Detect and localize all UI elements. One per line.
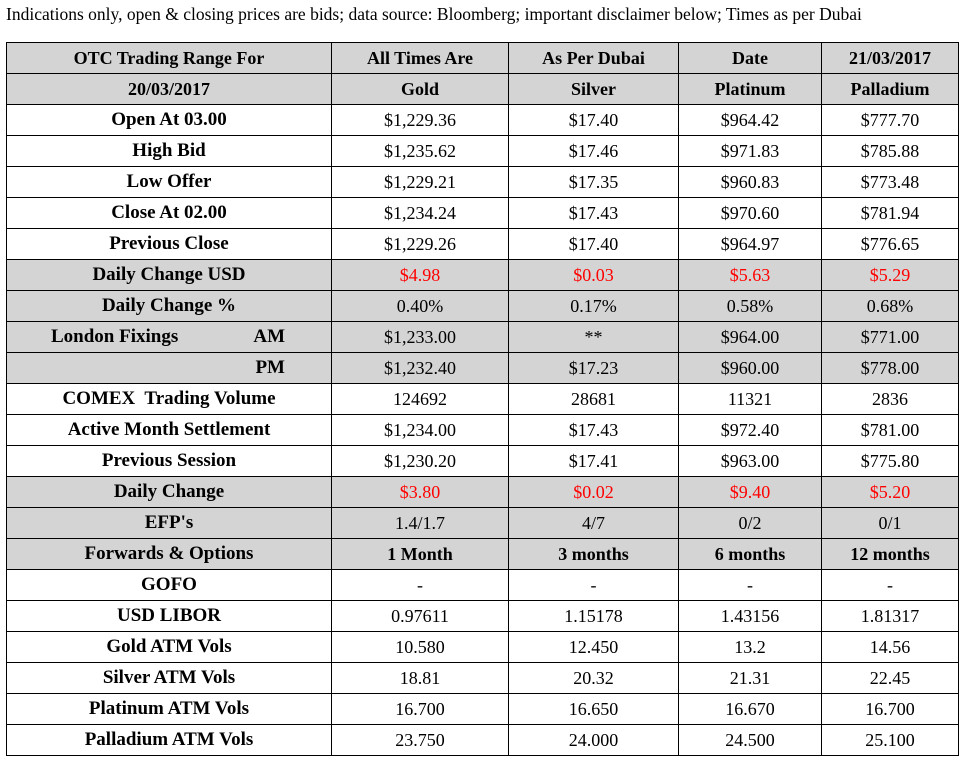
table-cell: 23.750: [332, 725, 509, 756]
table-row: [7, 415, 959, 446]
london-fixings-pm-row: [7, 353, 959, 384]
disclaimer-text: Indications only, open & closing prices are bids; data source: Bloomberg; important disclaimer below; Times as per Dubai: [6, 4, 862, 24]
header-row-2: [7, 74, 959, 105]
table-cell: $17.43: [509, 198, 679, 229]
row-label: Active Month Settlement: [7, 415, 332, 446]
table-cell: $960.00: [679, 353, 822, 384]
table-cell: $0.03: [509, 260, 679, 291]
table-cell: 1.4/1.7: [332, 508, 509, 539]
table-cell: $3.80: [332, 477, 509, 508]
table-row: [7, 384, 959, 415]
row-label: [7, 353, 332, 384]
header-cell: 1 Month: [332, 539, 509, 570]
header-cell: 21/03/2017: [822, 43, 959, 74]
row-label: Platinum ATM Vols: [7, 694, 332, 725]
header-cell: As Per Dubai: [509, 43, 679, 74]
table-row: [7, 198, 959, 229]
header-cell: 3 months: [509, 539, 679, 570]
row-label: USD LIBOR: [7, 601, 332, 632]
table-cell: $17.23: [509, 353, 679, 384]
table-cell: -: [679, 570, 822, 601]
table-cell: $17.43: [509, 415, 679, 446]
row-label: Low Offer: [7, 167, 332, 198]
table-cell: 18.81: [332, 663, 509, 694]
table-cell: 12.450: [509, 632, 679, 663]
table-row: [7, 229, 959, 260]
table-cell: $964.00: [679, 322, 822, 353]
table-cell: $778.00: [822, 353, 959, 384]
table-row: [7, 725, 959, 756]
daily-change-usd-row: [7, 260, 959, 291]
table-cell: 10.580: [332, 632, 509, 663]
table-cell: 24.000: [509, 725, 679, 756]
table-row: [7, 632, 959, 663]
row-label: Silver ATM Vols: [7, 663, 332, 694]
table-row: [7, 694, 959, 725]
table-cell: 16.670: [679, 694, 822, 725]
header-cell: OTC Trading Range For: [7, 43, 332, 74]
daily-change-row: [7, 477, 959, 508]
table-cell: $1,229.26: [332, 229, 509, 260]
pm-label: PM: [255, 357, 285, 378]
header-cell: Date: [679, 43, 822, 74]
table-cell: $776.65: [822, 229, 959, 260]
table-cell: **: [509, 322, 679, 353]
table-cell: $1,234.00: [332, 415, 509, 446]
table-cell: 0/2: [679, 508, 822, 539]
table-cell: $972.40: [679, 415, 822, 446]
table-cell: 2836: [822, 384, 959, 415]
forwards-header-row: [7, 539, 959, 570]
table-row: [7, 105, 959, 136]
row-label: Previous Session: [7, 446, 332, 477]
table-cell: 14.56: [822, 632, 959, 663]
table-cell: 0.58%: [679, 291, 822, 322]
table-cell: $17.40: [509, 229, 679, 260]
table-cell: 16.700: [332, 694, 509, 725]
table-cell: $17.35: [509, 167, 679, 198]
header-cell: Platinum: [679, 74, 822, 105]
table-cell: 20.32: [509, 663, 679, 694]
table-cell: $5.63: [679, 260, 822, 291]
table-cell: 124692: [332, 384, 509, 415]
london-fixings-label: London Fixings: [51, 326, 179, 347]
table-cell: 13.2: [679, 632, 822, 663]
table-row: [7, 167, 959, 198]
london-fixings-am-row: [7, 322, 959, 353]
table-cell: $17.46: [509, 136, 679, 167]
table-cell: $1,229.36: [332, 105, 509, 136]
table-cell: 16.700: [822, 694, 959, 725]
row-label: Close At 02.00: [7, 198, 332, 229]
table-row: [7, 136, 959, 167]
table-cell: $1,230.20: [332, 446, 509, 477]
row-label: [7, 322, 332, 353]
table-cell: $17.40: [509, 105, 679, 136]
row-label: EFP's: [7, 508, 332, 539]
table-cell: 0.97611: [332, 601, 509, 632]
row-label: Palladium ATM Vols: [7, 725, 332, 756]
row-label: Daily Change: [7, 477, 332, 508]
table-cell: -: [332, 570, 509, 601]
table-cell: $963.00: [679, 446, 822, 477]
header-cell: Gold: [332, 74, 509, 105]
otc-trading-table: [6, 42, 959, 756]
table-cell: $971.83: [679, 136, 822, 167]
am-label: AM: [253, 326, 285, 347]
table-cell: 16.650: [509, 694, 679, 725]
row-label: Open At 03.00: [7, 105, 332, 136]
table-cell: $1,229.21: [332, 167, 509, 198]
header-cell: Silver: [509, 74, 679, 105]
table-cell: 1.81317: [822, 601, 959, 632]
table-cell: $771.00: [822, 322, 959, 353]
table-cell: 0.40%: [332, 291, 509, 322]
row-label: High Bid: [7, 136, 332, 167]
table-cell: 28681: [509, 384, 679, 415]
table-cell: 1.15178: [509, 601, 679, 632]
table-cell: $970.60: [679, 198, 822, 229]
header-row-1: [7, 43, 959, 74]
row-label: GOFO: [7, 570, 332, 601]
table-cell: $777.70: [822, 105, 959, 136]
table-cell: 21.31: [679, 663, 822, 694]
efp-row: [7, 508, 959, 539]
table-cell: $4.98: [332, 260, 509, 291]
row-label: Previous Close: [7, 229, 332, 260]
table-cell: 4/7: [509, 508, 679, 539]
header-cell: 12 months: [822, 539, 959, 570]
table-cell: 25.100: [822, 725, 959, 756]
table-cell: 11321: [679, 384, 822, 415]
table-cell: $960.83: [679, 167, 822, 198]
table-cell: $1,234.24: [332, 198, 509, 229]
table-cell: 24.500: [679, 725, 822, 756]
table-row: [7, 570, 959, 601]
table-cell: 0.68%: [822, 291, 959, 322]
row-label: COMEX Trading Volume: [7, 384, 332, 415]
table-cell: $5.29: [822, 260, 959, 291]
table-row: [7, 446, 959, 477]
table-cell: $773.48: [822, 167, 959, 198]
table-cell: 1.43156: [679, 601, 822, 632]
table-row: [7, 663, 959, 694]
table-cell: -: [822, 570, 959, 601]
table-cell: $1,233.00: [332, 322, 509, 353]
table-cell: 22.45: [822, 663, 959, 694]
table-cell: $964.42: [679, 105, 822, 136]
table-cell: $9.40: [679, 477, 822, 508]
header-cell: Palladium: [822, 74, 959, 105]
row-label: Gold ATM Vols: [7, 632, 332, 663]
table-cell: -: [509, 570, 679, 601]
table-cell: $785.88: [822, 136, 959, 167]
table-cell: $17.41: [509, 446, 679, 477]
row-label: Daily Change %: [7, 291, 332, 322]
table-cell: $5.20: [822, 477, 959, 508]
table-cell: $1,232.40: [332, 353, 509, 384]
table-cell: $781.94: [822, 198, 959, 229]
daily-change-pct-row: [7, 291, 959, 322]
row-label: Forwards & Options: [7, 539, 332, 570]
table-cell: $781.00: [822, 415, 959, 446]
header-cell: All Times Are: [332, 43, 509, 74]
table-cell: 0/1: [822, 508, 959, 539]
table-cell: $1,235.62: [332, 136, 509, 167]
table-cell: 0.17%: [509, 291, 679, 322]
table-cell: $775.80: [822, 446, 959, 477]
header-cell: 20/03/2017: [7, 74, 332, 105]
table-row: [7, 601, 959, 632]
header-cell: 6 months: [679, 539, 822, 570]
row-label: Daily Change USD: [7, 260, 332, 291]
table-cell: $0.02: [509, 477, 679, 508]
table-cell: $964.97: [679, 229, 822, 260]
